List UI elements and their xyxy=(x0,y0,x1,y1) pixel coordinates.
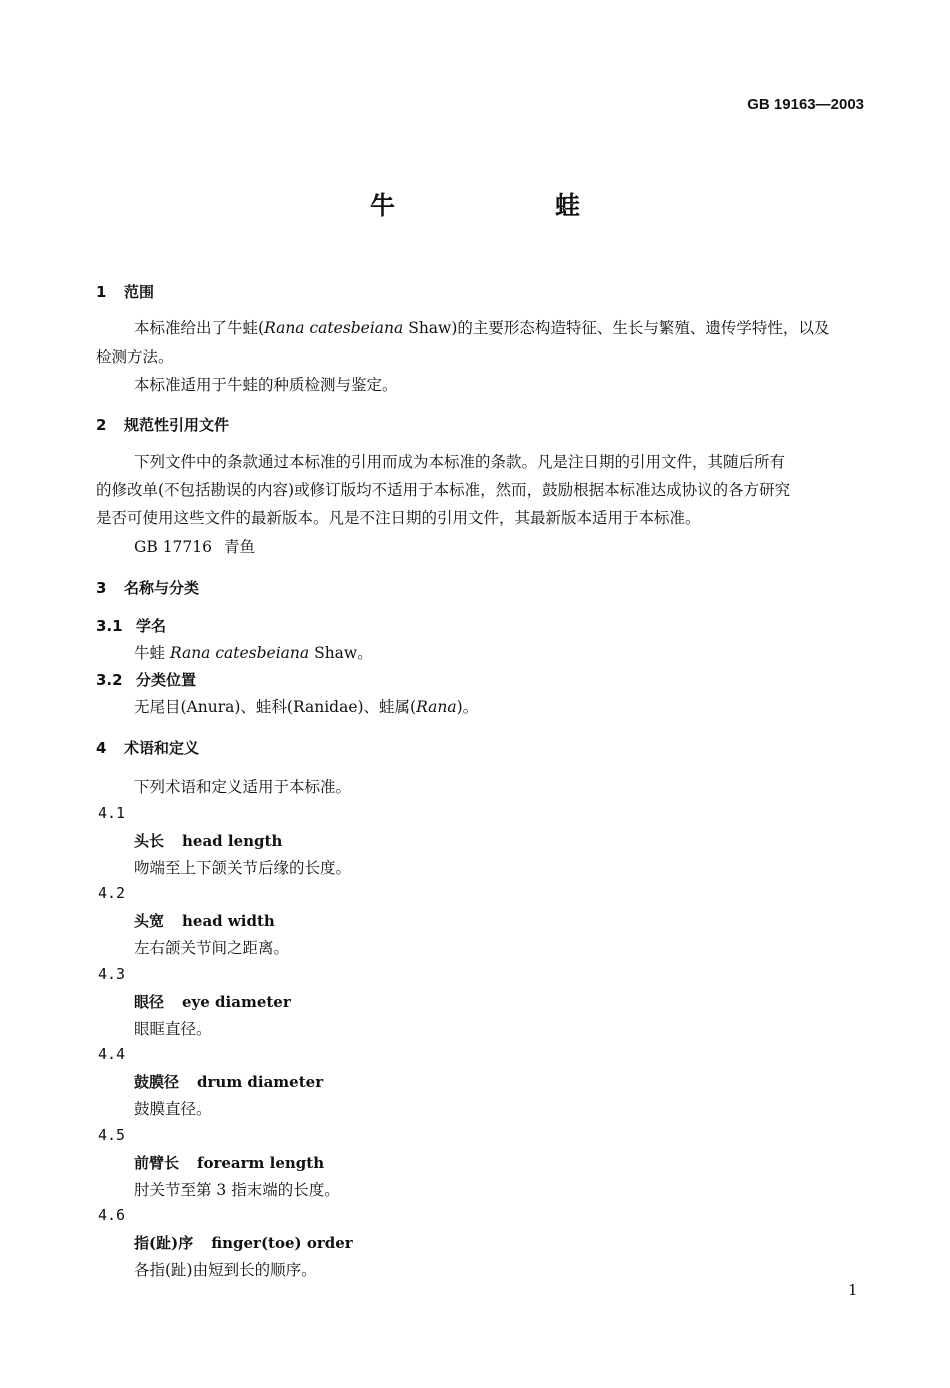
section-4-intro: 下列术语和定义适用于本标准。 xyxy=(134,778,352,796)
normative-reference xyxy=(134,535,255,557)
section-3-heading xyxy=(96,577,199,598)
term-definition: 肘关节至第 3 指末端的长度。 xyxy=(134,1181,340,1199)
section-2-para-line-3: 是否可使用这些文件的最新版本。凡是不注日期的引用文件，其最新版本适用于本标准。 xyxy=(96,509,701,527)
term-en: finger(toe) order xyxy=(211,1234,353,1252)
term-heading xyxy=(134,1232,353,1253)
term-definition: 鼓膜直径。 xyxy=(134,1100,212,1118)
section-4-heading xyxy=(96,737,199,758)
section-title: 术语和定义 xyxy=(124,739,200,757)
term-number: 4.2 xyxy=(98,884,126,902)
title-char-2: 蛙 xyxy=(555,191,581,220)
section-1-heading xyxy=(96,281,154,302)
term-number: 4.3 xyxy=(98,965,126,983)
section-number: 1 xyxy=(96,283,107,301)
document-title xyxy=(0,186,950,222)
term-zh: 前臂长 xyxy=(134,1154,180,1172)
reference-title: 青鱼 xyxy=(224,538,256,556)
section-title: 规范性引用文件 xyxy=(124,416,230,434)
term-en: head length xyxy=(182,832,283,850)
section-number: 3 xyxy=(96,579,107,597)
section-2-para-line-1: 下列文件中的条款通过本标准的引用而成为本标准的条款。凡是注日期的引用文件，其随后所有 xyxy=(134,453,786,471)
section-number: 4 xyxy=(96,739,107,757)
section-1-para-1-line-2: 检测方法。 xyxy=(96,348,174,366)
term-number: 4.4 xyxy=(98,1045,126,1063)
term-heading xyxy=(134,1071,323,1092)
term-heading xyxy=(134,991,291,1012)
scientific-name: Rana catesbeiana xyxy=(264,319,404,337)
term-number: 4.6 xyxy=(98,1206,126,1224)
section-title: 名称与分类 xyxy=(124,579,200,597)
term-number: 4.1 xyxy=(98,804,126,822)
classification-line: 无尾目(Anura)、蛙科(Ranidae)、蛙属(Rana)。 xyxy=(134,698,479,716)
title-char-1: 牛 xyxy=(369,191,395,220)
section-title: 范围 xyxy=(124,283,155,301)
term-definition: 左右颌关节间之距离。 xyxy=(134,939,290,957)
section-number: 2 xyxy=(96,416,107,434)
section-2-heading xyxy=(96,414,229,435)
term-en: head width xyxy=(182,912,275,930)
section-1-para-1-line-1: 本标准给出了牛蛙(Rana catesbeiana Shaw)的主要形态构造特征、生长与繁殖、遗传学特性，以及 xyxy=(134,319,830,337)
section-2-para-line-2: 的修改单(不包括勘误的内容)或修订版均不适用于本标准，然而，鼓励根据本标准达成协议的各方研究 xyxy=(96,481,791,499)
term-zh: 眼径 xyxy=(134,993,165,1011)
page-number: 1 xyxy=(848,1281,858,1299)
subsection-3-2-heading xyxy=(96,669,196,690)
term-zh: 头宽 xyxy=(134,912,165,930)
genus-name: Rana xyxy=(416,698,457,716)
scientific-name: Rana catesbeiana xyxy=(169,644,310,662)
subsection-number: 3.2 xyxy=(96,671,123,689)
term-zh: 指(趾)序 xyxy=(134,1234,194,1252)
term-heading xyxy=(134,830,282,851)
section-1-para-2: 本标准适用于牛蛙的种质检测与鉴定。 xyxy=(134,376,398,394)
standard-code: GB 19163—2003 xyxy=(747,96,864,113)
subsection-title: 分类位置 xyxy=(136,671,197,689)
subsection-title: 学名 xyxy=(136,617,167,635)
term-definition: 吻端至上下颌关节后缘的长度。 xyxy=(134,859,352,877)
term-en: forearm length xyxy=(197,1154,325,1172)
subsection-number: 3.1 xyxy=(96,617,123,635)
term-heading xyxy=(134,910,275,931)
term-definition: 各指(趾)由短到长的顺序。 xyxy=(134,1261,317,1279)
term-definition: 眼眶直径。 xyxy=(134,1020,212,1038)
term-number: 4.5 xyxy=(98,1126,126,1144)
term-en: eye diameter xyxy=(182,993,291,1011)
scientific-name-line: 牛蛙 Rana catesbeiana Shaw。 xyxy=(134,644,373,662)
term-heading xyxy=(134,1152,324,1173)
reference-standard: GB 17716 xyxy=(134,538,213,556)
term-zh: 鼓膜径 xyxy=(134,1073,180,1091)
term-zh: 头长 xyxy=(134,832,165,850)
term-en: drum diameter xyxy=(197,1073,324,1091)
subsection-3-1-heading xyxy=(96,615,166,636)
